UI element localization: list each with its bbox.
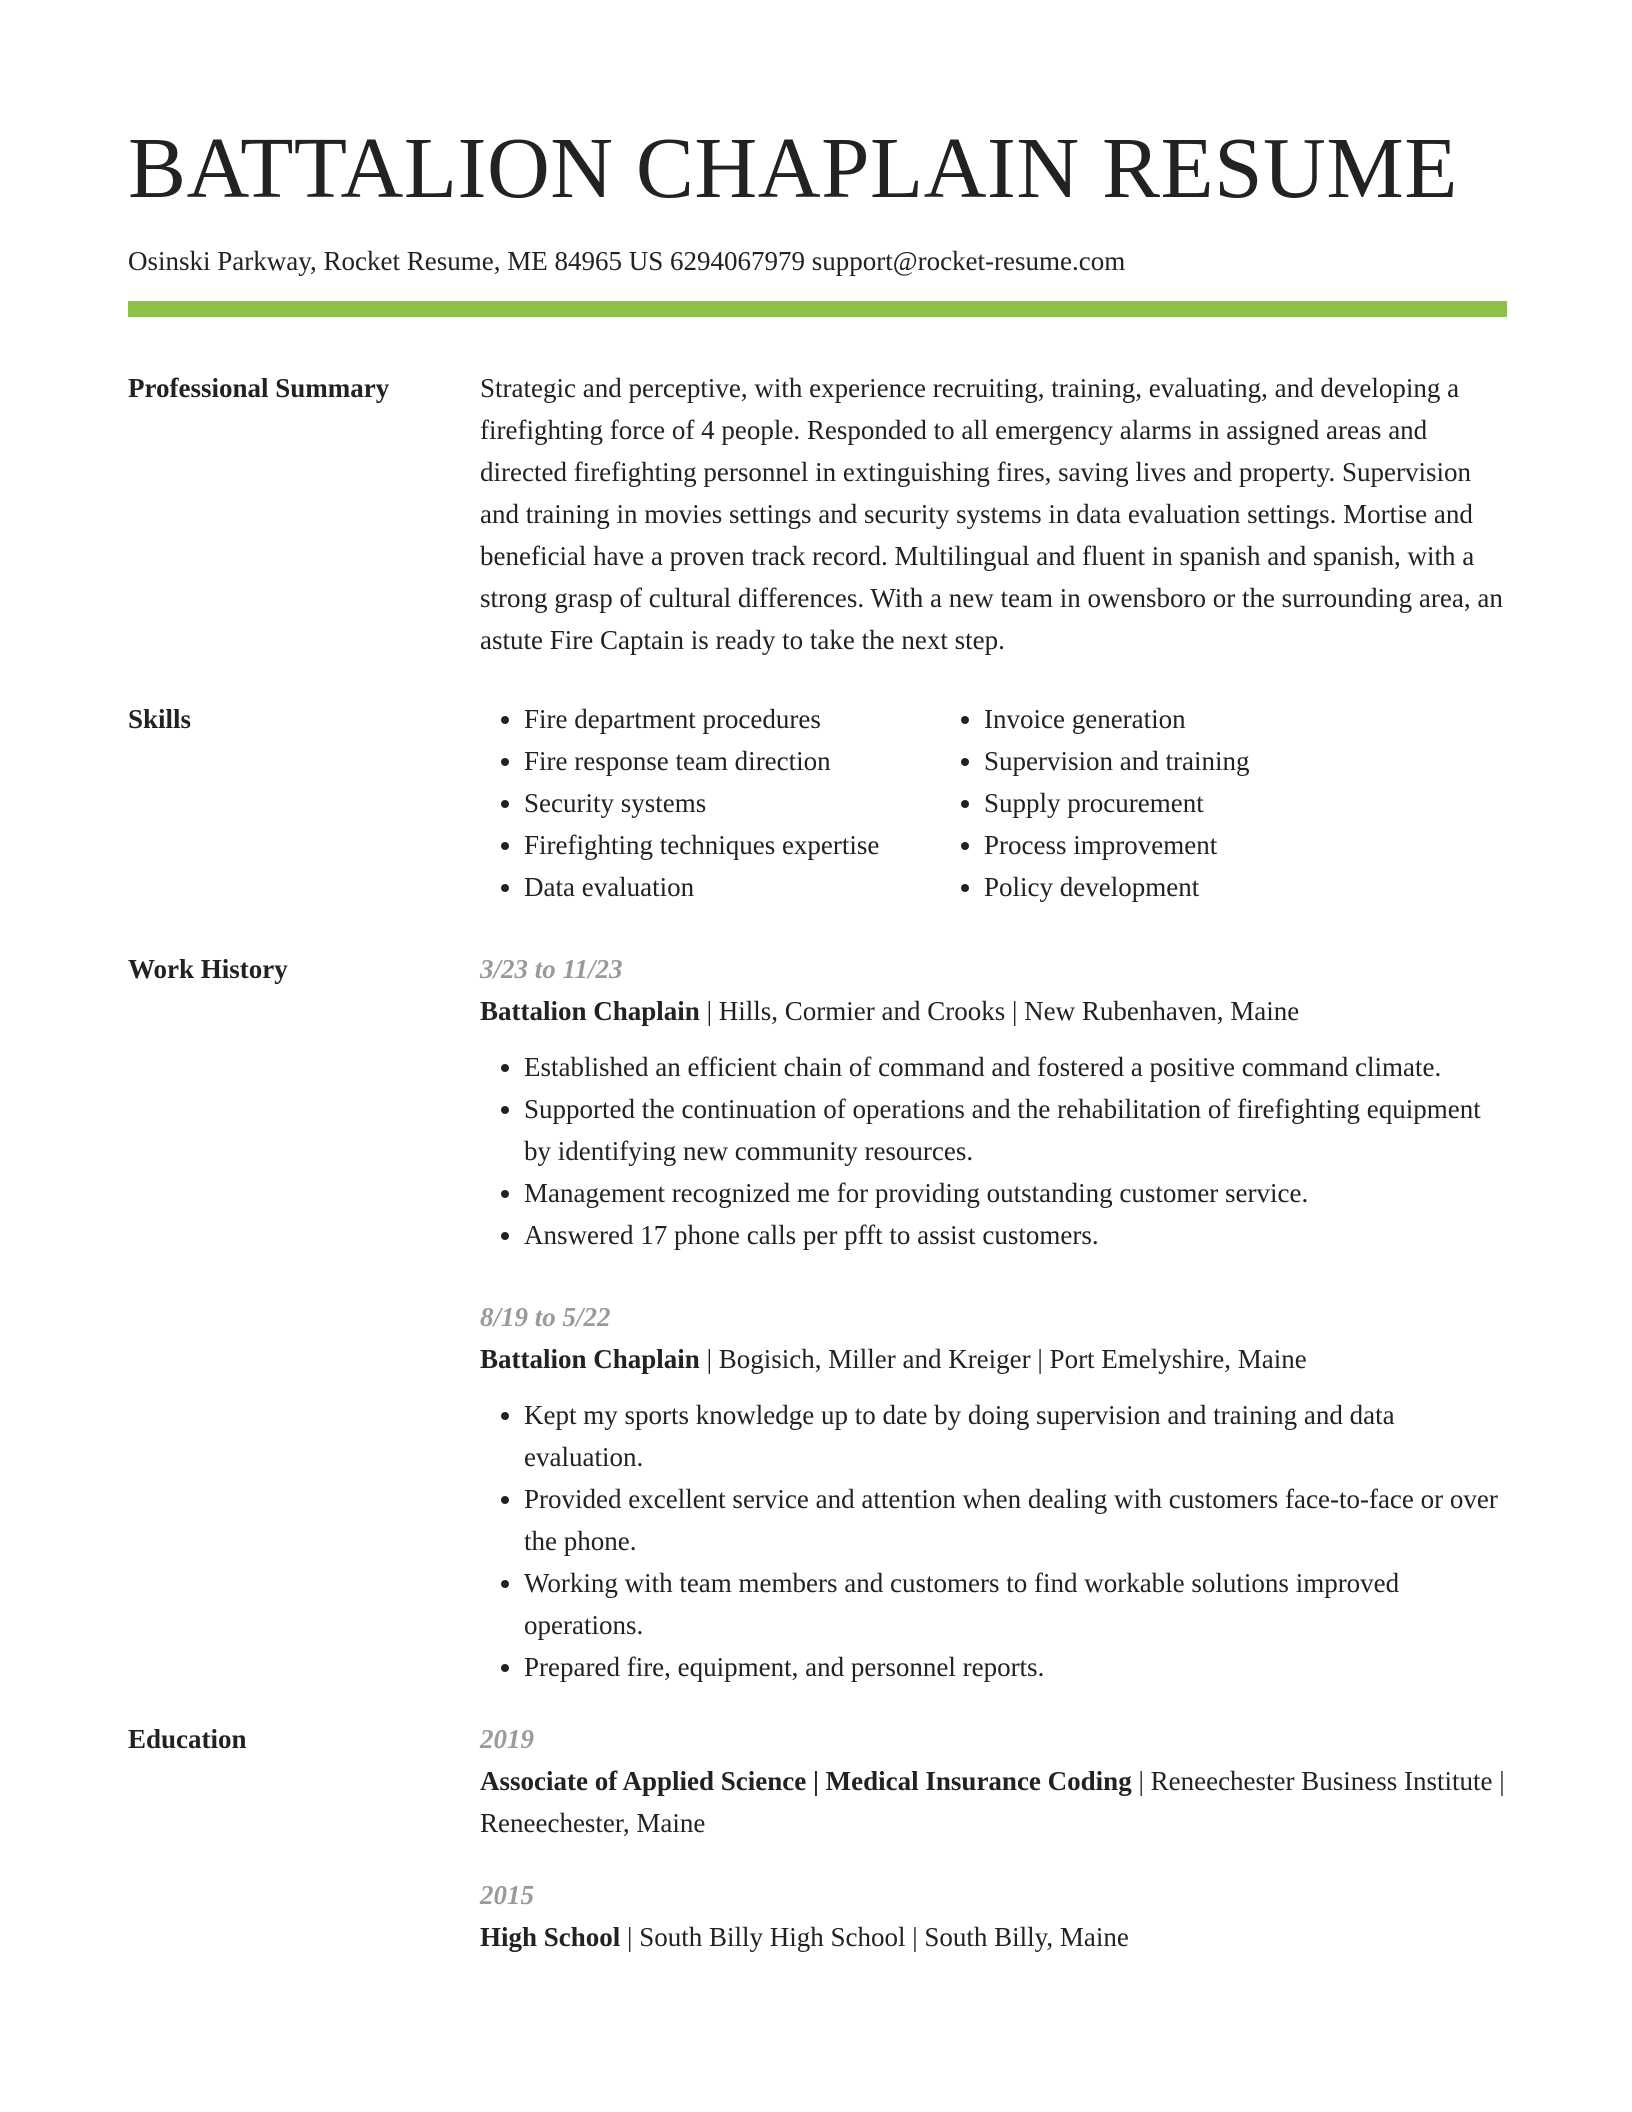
job-bullets	[480, 1394, 1507, 1688]
job-dates: 8/19 to 5/22	[480, 1302, 611, 1332]
skill-item: • Fire department procedures	[524, 698, 940, 740]
education-section	[128, 1718, 1507, 1958]
skills-list-left	[480, 698, 940, 908]
header-divider	[128, 301, 1507, 317]
skill-item: • Fire response team direction	[524, 740, 940, 782]
education-heading-line	[480, 1916, 1507, 1958]
job-entry	[480, 1296, 1507, 1688]
work-history-heading: Work History	[128, 954, 288, 984]
job-bullet: • Working with team members and customers to find workable solutions improved operations.	[524, 1562, 1507, 1646]
summary-heading: Professional Summary	[128, 373, 390, 403]
summary-text: Strategic and perceptive, with experience recruiting, training, evaluating, and developing a firefighting force of 4 people. Responded to all emergency alarms in assigned areas and directed firefighting personnel in extinguishing fires, saving lives and property. Supervision and training in movies settings and security systems in data evaluation settings. Mortise and beneficial have a proven track record. Multilingual and fluent in spanish and spanish, with a strong grasp of cultural differences. With a new team in owensboro or the surrounding area, an astute Fire Captain is ready to take the next step.	[480, 373, 1503, 655]
job-bullet: • Answered 17 phone calls per pfft to assist customers.	[524, 1214, 1507, 1256]
contact-line: Osinski Parkway, Rocket Resume, ME 84965 US 6294067979 support@rocket-resume.com	[128, 246, 1126, 276]
job-heading	[480, 990, 1507, 1032]
education-degree: Associate of Applied Science | Medical Insurance Coding	[480, 1766, 1132, 1796]
job-bullet: • Supported the continuation of operations and the rehabilitation of firefighting equipment by identifying new community resources.	[524, 1088, 1507, 1172]
job-entry	[480, 948, 1507, 1256]
job-employer: | Bogisich, Miller and Kreiger | Port Emelyshire, Maine	[699, 1344, 1307, 1374]
job-dates: 3/23 to 11/23	[480, 954, 623, 984]
education-heading: Education	[128, 1724, 247, 1754]
skill-item: • Data evaluation	[524, 866, 940, 908]
job-bullets	[480, 1046, 1507, 1256]
resume-title: BATTALION CHAPLAIN RESUME	[128, 119, 1458, 216]
skill-item: • Policy development	[984, 866, 1249, 908]
education-entry	[480, 1718, 1507, 1844]
job-title: Battalion Chaplain	[480, 996, 700, 1026]
education-school: | Reneechester Business Institute | Reneechester, Maine	[480, 1766, 1505, 1838]
education-degree: High School	[480, 1922, 621, 1952]
job-heading	[480, 1338, 1507, 1380]
work-history-section	[128, 948, 1507, 1688]
job-bullet: • Established an efficient chain of command and fostered a positive command climate.	[524, 1046, 1507, 1088]
job-employer: | Hills, Cormier and Crooks | New Rubenhaven, Maine	[699, 996, 1300, 1026]
skills-list-right	[940, 698, 1249, 908]
skill-item: • Firefighting techniques expertise	[524, 824, 940, 866]
job-bullet: • Kept my sports knowledge up to date by doing supervision and training and data evaluation.	[524, 1394, 1507, 1478]
skill-item: • Supply procurement	[984, 782, 1249, 824]
summary-section	[128, 367, 1507, 661]
skill-item: • Process improvement	[984, 824, 1249, 866]
skill-item: • Invoice generation	[984, 698, 1249, 740]
education-school: | South Billy High School | South Billy, Maine	[620, 1922, 1129, 1952]
job-bullet: • Management recognized me for providing outstanding customer service.	[524, 1172, 1507, 1214]
education-entry	[480, 1874, 1507, 1958]
skill-item: • Supervision and training	[984, 740, 1249, 782]
job-title: Battalion Chaplain	[480, 1344, 700, 1374]
skill-item: • Security systems	[524, 782, 940, 824]
education-date: 2019	[480, 1724, 534, 1754]
education-heading-line	[480, 1760, 1507, 1844]
job-bullet: • Provided excellent service and attention when dealing with customers face-to-face or over the phone.	[524, 1478, 1507, 1562]
education-date: 2015	[480, 1880, 534, 1910]
skills-section	[128, 698, 1507, 908]
skills-heading: Skills	[128, 704, 192, 734]
job-bullet: • Prepared fire, equipment, and personnel reports.	[524, 1646, 1507, 1688]
